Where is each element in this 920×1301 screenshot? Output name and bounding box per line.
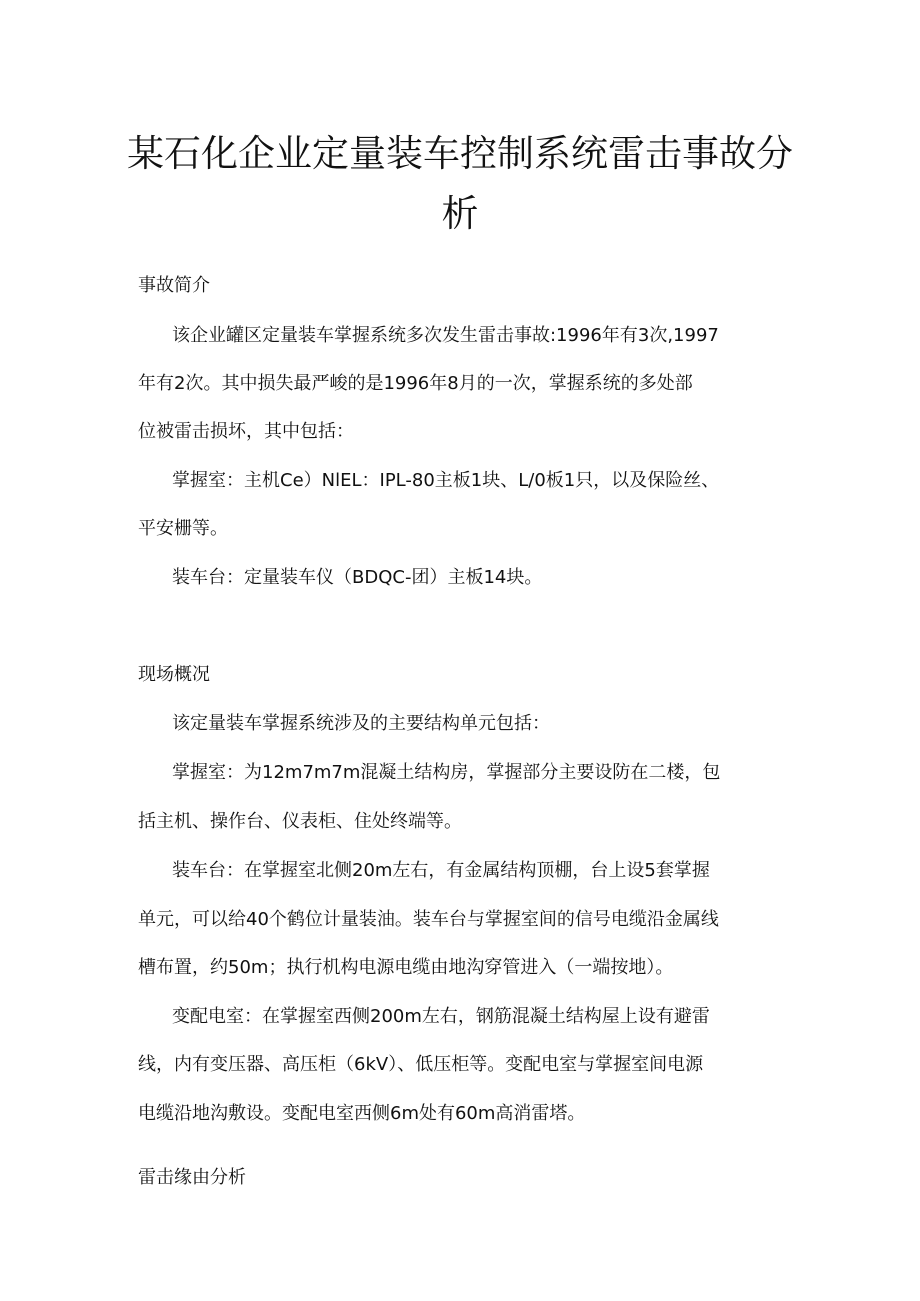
paragraph-line: 变配电室：在掌握室西侧200m左右，钢筋混凝土结构屋上设有避雷 xyxy=(172,1006,710,1027)
paragraph-line: 该企业罐区定量装车掌握系统多次发生雷击事故:1996年有3次,1997 xyxy=(172,325,719,346)
paragraph-line: 平安栅等。 xyxy=(138,518,228,539)
paragraph-line: 电缆沿地沟敷设。变配电室西侧6m处有60m高消雷塔。 xyxy=(138,1103,586,1124)
paragraph-line: 位被雷击损坏，其中包括： xyxy=(138,421,354,442)
paragraph-line: 掌握室：主机Ce）NlEL：IPL-80主板1块、L/0板1只，以及保险丝、 xyxy=(172,470,720,491)
paragraph-line: 掌握室：为12m7m7m混凝土结构房，掌握部分主要设防在二楼，包 xyxy=(172,762,721,783)
paragraph-line: 单元，可以给40个鹤位计量装油。装车台与掌握室间的信号电缆沿金属线 xyxy=(138,909,719,930)
document-title-line-2: 析 xyxy=(441,192,479,235)
paragraph-line: 装车台：在掌握室北侧20m左右，有金属结构顶棚，台上设5套掌握 xyxy=(172,860,710,881)
paragraph-line: 线，内有变压器、高压柜（6kV）、低压柜等。变配电室与掌握室间电源 xyxy=(138,1054,704,1075)
document-title-line-1: 某石化企业定量装车控制系统雷击事故分 xyxy=(127,132,793,175)
paragraph-line: 括主机、操作台、仪表柜、住处终端等。 xyxy=(138,811,462,832)
paragraph-line: 槽布置，约50m；执行机构电源电缆由地沟穿管进入（一端按地）。 xyxy=(138,957,674,978)
paragraph-line: 年有2次。其中损失最严峻的是1996年8月的一次，掌握系统的多处部 xyxy=(138,373,693,394)
paragraph-line: 该定量装车掌握系统涉及的主要结构单元包括： xyxy=(172,713,550,734)
section-heading-accident-summary: 事故简介 xyxy=(138,275,210,296)
paragraph-line: 装车台：定量装车仪（BDQC-团）主板14块。 xyxy=(172,567,543,588)
section-heading-site-overview: 现场概况 xyxy=(138,664,210,685)
section-heading-cause-analysis: 雷击缘由分析 xyxy=(138,1167,246,1188)
